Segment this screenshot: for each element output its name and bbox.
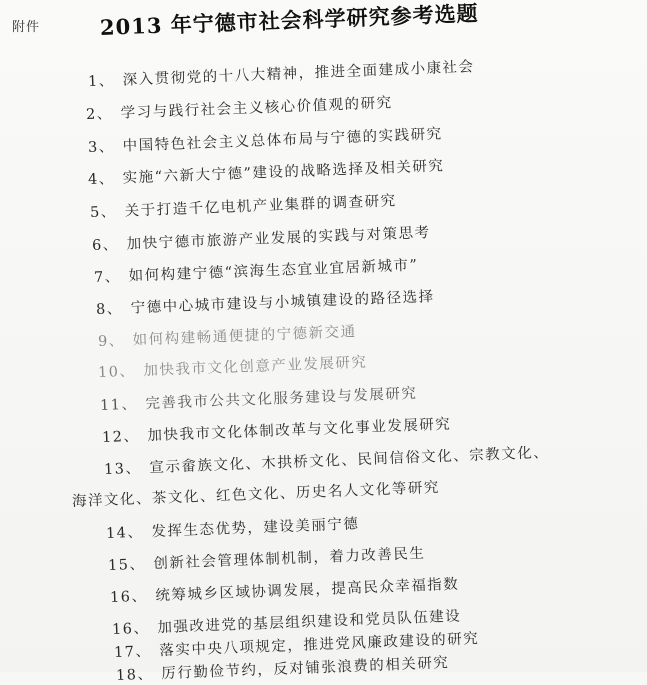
document-title: 2013 年宁德市社会科学研究参考选题: [99, 0, 479, 40]
attachment-label: 附件: [12, 20, 41, 35]
topic-item: [88, 55, 475, 91]
topic-number: 15、: [107, 556, 146, 574]
topic-item: [96, 285, 435, 319]
topic-text: 完善我市公共文化服务建设与发展研究: [145, 385, 418, 413]
topic-item: [88, 122, 443, 157]
topic-text: 中国特色社会主义总体布局与宁德的实践研究: [122, 126, 443, 155]
topic-number: 3、: [87, 138, 116, 156]
topic-item: [88, 154, 445, 189]
topic-item: [104, 441, 550, 479]
topic-number: 12、: [101, 428, 140, 446]
topic-number: 11、: [99, 396, 138, 414]
topic-text: 厉行勤俭节约，反对铺张浪费的相关研究: [161, 655, 450, 683]
topic-continuation: 海洋文化、茶文化、红色文化、历史名人文化等研究: [71, 479, 441, 510]
topic-number: 17、: [113, 643, 152, 661]
topic-text: 发挥生态优势，建设美丽宁德: [151, 516, 360, 541]
topic-item: [110, 573, 460, 607]
topic-text: 加强改进党的基层组织建设和党员队伍建设: [157, 608, 462, 637]
topic-number: 14、: [105, 524, 144, 542]
topic-item: [108, 542, 426, 575]
topic-number: 16、: [109, 588, 148, 606]
topic-text: 加快宁德市旅游产业发展的实践与对策思考: [126, 225, 431, 253]
topic-text: 宣示畲族文化、木拱桥文化、民间信俗文化、宗教文化、: [149, 444, 550, 477]
topic-item: [98, 320, 357, 351]
topic-text: 加快我市文化体制改革与文化事业发展研究: [147, 416, 452, 445]
topic-number: 7、: [93, 268, 122, 286]
topic-number: 18、: [115, 666, 154, 684]
topic-text: 宁德中心城市建设与小城镇建设的路径选择: [130, 289, 435, 317]
topic-number: 10、: [97, 363, 136, 381]
topic-number: 8、: [95, 300, 124, 318]
topic-item: [90, 189, 397, 222]
topic-text: 统筹城乡区域协调发展，提高民众幸福指数: [155, 576, 460, 605]
topic-item: [98, 351, 368, 382]
topic-text: 深入贯彻党的十八大精神，推进全面建成小康社会: [122, 59, 475, 89]
topic-number: 5、: [89, 203, 118, 221]
topic-item: [100, 382, 418, 415]
topic-item: [94, 254, 419, 287]
topic-text: 落实中央八项规定，推进党风廉政建设的研究: [159, 630, 480, 660]
topic-text: 创新社会管理体制机制，着力改善民生: [153, 545, 426, 573]
topic-number: 6、: [91, 236, 120, 254]
topic-item: [102, 413, 452, 447]
topic-text: 如何构建畅通便捷的宁德新交通: [132, 324, 357, 349]
topic-number: 9、: [97, 332, 126, 350]
topic-number: 13、: [103, 460, 142, 478]
topic-item: [92, 221, 431, 255]
topic-number: 16、: [111, 620, 150, 638]
topic-text: 学习与践行社会主义核心价值观的研究: [120, 95, 393, 122]
topic-text: 关于打造千亿电机产业集群的调查研究: [124, 193, 397, 220]
topic-text: 实施“六新大宁德”建设的战略选择及相关研究: [122, 158, 445, 187]
topic-item: [86, 91, 393, 124]
topic-number: 4、: [87, 170, 116, 188]
topic-number: 1、: [87, 72, 116, 90]
topic-text: 如何构建宁德“滨海生态宜业宜居新城市”: [128, 257, 419, 285]
topic-item: [106, 512, 360, 543]
topic-number: 2、: [85, 105, 114, 123]
topic-text: 加快我市文化创意产业发展研究: [143, 354, 368, 380]
